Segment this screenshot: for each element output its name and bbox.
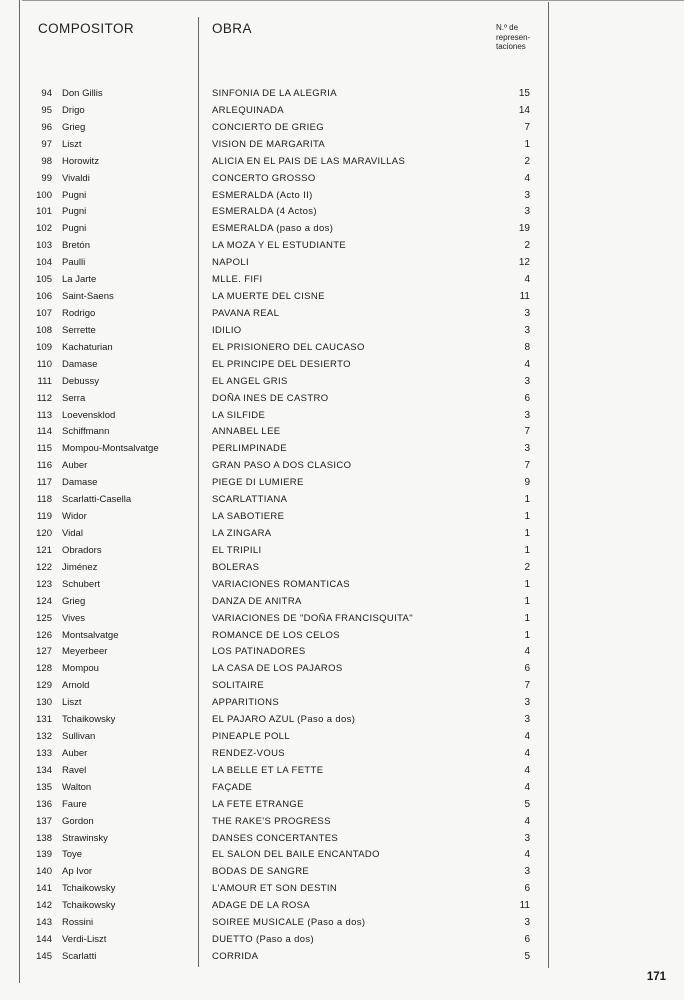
row-number: 96	[41, 121, 52, 133]
performance-count-cell: 3	[524, 443, 530, 455]
performance-count-cell: 3	[524, 917, 530, 929]
performance-count-cell: 6	[524, 392, 530, 404]
composer-cell: Kachaturian	[62, 341, 113, 353]
work-cell: LA ZINGARA	[212, 527, 272, 539]
row-number: 137	[36, 815, 52, 827]
work-cell: APPARITIONS	[212, 697, 280, 709]
table-row	[0, 559, 684, 576]
composer-cell: Pugni	[62, 189, 87, 201]
work-cell: ESMERALDA (Acto II)	[212, 189, 313, 201]
composer-cell: Faure	[62, 798, 87, 810]
work-cell: BODAS DE SANGRE	[212, 866, 310, 878]
work-cell: EL PRISIONERO DEL CAUCASO	[212, 341, 365, 353]
performance-count-cell: 14	[518, 104, 530, 116]
row-number: 125	[36, 612, 52, 624]
work-cell: EL ANGEL GRIS	[212, 375, 288, 387]
table-row	[0, 660, 684, 677]
work-cell: PIEGE DI LUMIERE	[212, 477, 304, 489]
table-row	[0, 627, 684, 644]
composer-cell: Liszt	[62, 138, 82, 150]
performance-count-cell: 7	[524, 460, 530, 472]
composer-cell: Vidal	[62, 527, 83, 539]
top-rule	[22, 0, 684, 1]
table-row	[0, 948, 684, 965]
work-cell: PAVANA REAL	[212, 307, 280, 319]
table-row	[0, 863, 684, 880]
composer-cell: Montsalvatge	[62, 629, 119, 641]
table-row	[0, 339, 684, 356]
row-number: 109	[36, 341, 52, 353]
composer-cell: Grieg	[62, 121, 86, 133]
composer-cell: Drigo	[62, 104, 85, 116]
performance-count-cell: 15	[518, 88, 530, 99]
work-cell: ARLEQUINADA	[212, 104, 284, 116]
work-cell: LA CASA DE LOS PAJAROS	[212, 663, 343, 675]
row-number: 129	[36, 680, 52, 692]
work-cell: LA MOZA Y EL ESTUDIANTE	[212, 240, 347, 252]
table-row	[0, 542, 684, 559]
composer-cell: Auber	[62, 460, 88, 472]
table-row	[0, 593, 684, 610]
work-cell: VARIACIONES DE "DOÑA FRANCISQUITA"	[212, 612, 413, 624]
row-number: 145	[36, 951, 52, 963]
work-cell: THE RAKE'S PROGRESS	[212, 815, 331, 827]
composer-cell: La Jarte	[62, 274, 97, 286]
composer-cell: Auber	[62, 747, 88, 759]
work-cell: LA SILFIDE	[212, 409, 266, 421]
composer-cell: Tchaikowsky	[62, 883, 116, 895]
performance-count-cell: 3	[524, 714, 530, 726]
row-number: 119	[36, 511, 52, 523]
work-cell: RENDEZ-VOUS	[212, 747, 285, 759]
table-row	[0, 474, 684, 491]
composer-cell: Debussy	[62, 375, 99, 387]
row-number: 107	[36, 307, 52, 319]
performance-count-cell: 6	[524, 663, 530, 675]
row-number: 138	[36, 832, 52, 844]
performance-count-cell: 4	[524, 274, 530, 286]
performance-count-cell: 5	[524, 951, 530, 963]
table-row	[0, 813, 684, 830]
composer-cell: Damase	[62, 358, 98, 370]
composer-cell: Schubert	[62, 578, 101, 590]
work-cell: CORRIDA	[212, 951, 259, 963]
composer-cell: Horowitz	[62, 155, 99, 167]
composer-cell: Walton	[62, 781, 92, 793]
page-number: 171	[646, 971, 666, 983]
composer-cell: Sullivan	[62, 731, 96, 743]
row-number: 134	[36, 764, 52, 776]
row-number: 111	[37, 375, 52, 387]
table-row	[0, 914, 684, 931]
row-number: 115	[36, 443, 52, 455]
row-number: 103	[36, 240, 52, 252]
work-cell: LA SABOTIERE	[212, 511, 285, 523]
performance-count-cell: 2	[524, 240, 530, 252]
table-row	[0, 711, 684, 728]
composer-cell: Bretón	[62, 240, 90, 252]
composer-cell: Obradors	[62, 544, 102, 556]
work-cell: LOS PATINADORES	[212, 646, 306, 658]
composer-cell: Serrette	[62, 324, 96, 336]
table-row	[0, 525, 684, 542]
work-cell: L'AMOUR ET SON DESTIN	[212, 883, 338, 895]
table-row	[0, 102, 684, 119]
performance-count-cell: 4	[524, 358, 530, 370]
table-row	[0, 745, 684, 762]
composer-cell: Paulli	[62, 257, 86, 269]
work-cell: FAÇADE	[212, 781, 253, 793]
work-cell: ADAGE DE LA ROSA	[212, 900, 310, 912]
row-number: 124	[36, 595, 52, 607]
performance-count-cell: 3	[524, 866, 530, 878]
work-cell: ESMERALDA (paso a dos)	[212, 223, 334, 235]
row-number: 135	[36, 781, 52, 793]
composer-cell: Vives	[62, 612, 86, 624]
performance-count-cell: 3	[524, 307, 530, 319]
table-row	[0, 846, 684, 863]
work-cell: DUETTO (Paso a dos)	[212, 934, 315, 946]
work-cell: ANNABEL LEE	[212, 426, 281, 438]
row-number: 127	[36, 646, 52, 658]
composer-cell: Widor	[62, 511, 87, 523]
performance-count-cell: 7	[524, 426, 530, 438]
performance-count-cell: 12	[518, 257, 530, 269]
table-row	[0, 288, 684, 305]
composer-cell: Rossini	[62, 917, 94, 929]
table-row	[0, 119, 684, 136]
performance-count-cell: 5	[524, 798, 530, 810]
work-cell: CONCIERTO DE GRIEG	[212, 121, 325, 133]
row-number: 128	[36, 663, 52, 675]
composer-cell: Toye	[62, 849, 83, 861]
table-row	[0, 390, 684, 407]
row-number: 99	[41, 172, 52, 184]
work-cell: PERLIMPINADE	[212, 443, 287, 455]
table-row	[0, 830, 684, 847]
performance-count-cell: 3	[524, 832, 530, 844]
table-row	[0, 643, 684, 660]
performance-count-cell: 1	[524, 612, 530, 624]
work-column-header: OBRA	[212, 21, 252, 36]
row-number: 108	[36, 324, 52, 336]
composer-cell: Tchaikowsky	[62, 714, 116, 726]
composer-column-header: COMPOSITOR	[38, 21, 135, 36]
performance-count-cell: 1	[524, 511, 530, 523]
performance-count-cell: 1	[524, 527, 530, 539]
table-row	[0, 373, 684, 390]
performance-count-cell: 1	[524, 578, 530, 590]
row-number: 131	[36, 714, 52, 726]
row-number: 105	[36, 274, 52, 286]
composer-cell: Saint-Saens	[62, 291, 114, 303]
row-number: 139	[36, 849, 52, 861]
work-cell: LA MUERTE DEL CISNE	[212, 291, 325, 303]
work-cell: GRAN PASO A DOS CLASICO	[212, 460, 352, 472]
row-number: 123	[36, 578, 52, 590]
row-number: 132	[36, 731, 52, 743]
performance-count-cell: 3	[524, 206, 530, 218]
performance-count-cell: 3	[524, 697, 530, 709]
work-cell: EL PRINCIPE DEL DESIERTO	[212, 358, 351, 370]
performance-count-cell: 2	[524, 561, 530, 573]
composer-cell: Scarlatti	[62, 951, 97, 963]
performance-count-cell: 6	[524, 934, 530, 946]
performance-count-cell: 1	[524, 494, 530, 506]
performance-count-cell: 4	[524, 815, 530, 827]
table-row	[0, 779, 684, 796]
count-header-line: represen-	[496, 32, 531, 42]
row-number: 94	[41, 88, 52, 99]
composer-cell: Damase	[62, 477, 98, 489]
row-number: 142	[36, 900, 52, 912]
row-number: 110	[36, 358, 52, 370]
table-row	[0, 491, 684, 508]
work-cell: SINFONIA DE LA ALEGRIA	[212, 88, 337, 99]
work-cell: ROMANCE DE LOS CELOS	[212, 629, 340, 641]
row-number: 100	[36, 189, 52, 201]
table-row	[0, 728, 684, 745]
row-number: 97	[41, 138, 52, 150]
table-row	[0, 440, 684, 457]
work-cell: VARIACIONES ROMANTICAS	[212, 578, 350, 590]
row-number: 95	[41, 104, 52, 116]
row-number: 102	[36, 223, 52, 235]
work-cell: DANSES CONCERTANTES	[212, 832, 339, 844]
composer-cell: Serra	[62, 392, 86, 404]
count-header-line: N.º de	[496, 23, 519, 32]
performance-count-cell: 8	[524, 341, 530, 353]
row-number: 104	[36, 257, 52, 269]
row-number: 126	[36, 629, 52, 641]
table-row	[0, 356, 684, 373]
work-cell: MLLE. FIFI	[212, 274, 263, 286]
work-cell: DANZA DE ANITRA	[212, 595, 302, 607]
table-row	[0, 237, 684, 254]
performance-count-cell: 3	[524, 409, 530, 421]
row-number: 121	[36, 544, 52, 556]
work-cell: LA FETE ETRANGE	[212, 798, 304, 810]
row-number: 112	[36, 392, 52, 404]
composer-cell: Jiménez	[62, 561, 98, 573]
performance-count-cell: 11	[519, 291, 530, 303]
performance-count-cell: 19	[518, 223, 530, 235]
table-row	[0, 897, 684, 914]
composer-cell: Verdi-Liszt	[62, 934, 107, 946]
composer-cell: Ap Ivor	[62, 866, 93, 878]
work-cell: BOLERAS	[212, 561, 260, 573]
composer-cell: Vivaldi	[62, 172, 90, 184]
performance-count-cell: 1	[524, 138, 530, 150]
composer-cell: Scarlatti-Casella	[62, 494, 132, 506]
composer-cell: Meyerbeer	[62, 646, 108, 658]
performance-count-cell: 4	[524, 646, 530, 658]
table-row	[0, 796, 684, 813]
row-number: 101	[36, 206, 52, 218]
work-cell: EL SALON DEL BAILE ENCANTADO	[212, 849, 380, 861]
performance-count-cell: 1	[524, 544, 530, 556]
work-cell: LA BELLE ET LA FETTE	[212, 764, 324, 776]
table-row	[0, 305, 684, 322]
performance-count-cell: 3	[524, 375, 530, 387]
performance-count-cell: 7	[524, 680, 530, 692]
composer-cell: Grieg	[62, 595, 86, 607]
row-number: 143	[36, 917, 52, 929]
table-row	[0, 694, 684, 711]
composer-cell: Gordon	[62, 815, 94, 827]
table-row	[0, 203, 684, 220]
performance-count-cell: 3	[524, 189, 530, 201]
table-row	[0, 136, 684, 153]
performance-count-cell: 7	[524, 121, 530, 133]
row-number: 130	[36, 697, 52, 709]
table-row	[0, 85, 684, 102]
performance-count-cell: 1	[524, 629, 530, 641]
table-row	[0, 576, 684, 593]
row-number: 120	[36, 527, 52, 539]
table-row	[0, 322, 684, 339]
table-row	[0, 931, 684, 948]
work-cell: EL TRIPILI	[212, 544, 262, 556]
performance-table	[0, 85, 684, 965]
row-number: 114	[36, 426, 52, 438]
composer-cell: Strawinsky	[62, 832, 108, 844]
row-number: 118	[36, 494, 52, 506]
composer-cell: Schiffmann	[62, 426, 110, 438]
composer-cell: Liszt	[62, 697, 82, 709]
performance-count-cell: 2	[524, 155, 530, 167]
performance-count-cell: 1	[524, 595, 530, 607]
table-row	[0, 508, 684, 525]
work-cell: SCARLATTIANA	[212, 494, 288, 506]
row-number: 98	[41, 155, 52, 167]
performance-count-cell: 4	[524, 849, 530, 861]
composer-cell: Pugni	[62, 223, 87, 235]
table-row	[0, 762, 684, 779]
table-row	[0, 610, 684, 627]
row-number: 122	[36, 561, 52, 573]
composer-cell: Tchaikowsky	[62, 900, 116, 912]
row-number: 140	[36, 866, 52, 878]
work-cell: PINEAPLE POLL	[212, 731, 290, 743]
performance-count-cell: 11	[519, 900, 530, 912]
table-row	[0, 153, 684, 170]
table-row	[0, 880, 684, 897]
work-cell: SOLITAIRE	[212, 680, 265, 692]
performance-count-cell: 4	[524, 731, 530, 743]
performance-count-cell: 3	[524, 324, 530, 336]
table-row	[0, 457, 684, 474]
row-number: 133	[36, 747, 52, 759]
row-number: 136	[36, 798, 52, 810]
table-row	[0, 271, 684, 288]
work-cell: ESMERALDA (4 Actos)	[212, 206, 317, 218]
performance-count-cell: 9	[524, 477, 530, 489]
table-row	[0, 220, 684, 237]
performance-count-cell: 4	[524, 781, 530, 793]
table-row	[0, 677, 684, 694]
composer-cell: Arnold	[62, 680, 90, 692]
work-cell: IDILIO	[212, 324, 242, 336]
composer-cell: Mompou-Montsalvatge	[62, 443, 159, 455]
count-column-header	[496, 23, 546, 52]
table-row	[0, 254, 684, 271]
work-cell: ALICIA EN EL PAIS DE LAS MARAVILLAS	[212, 155, 406, 167]
count-header-line: taciones	[496, 42, 526, 51]
row-number: 113	[36, 409, 52, 421]
composer-cell: Ravel	[62, 764, 87, 776]
performance-count-cell: 4	[524, 747, 530, 759]
table-row	[0, 170, 684, 187]
composer-cell: Loevensklod	[62, 409, 116, 421]
performance-count-cell: 4	[524, 764, 530, 776]
table-row	[0, 187, 684, 204]
row-number: 144	[36, 934, 52, 946]
composer-cell: Pugni	[62, 206, 87, 218]
work-cell: NAPOLI	[212, 257, 249, 269]
row-number: 141	[36, 883, 52, 895]
table-row	[0, 423, 684, 440]
row-number: 116	[36, 460, 52, 472]
table-row	[0, 407, 684, 424]
work-cell: CONCERTO GROSSO	[212, 172, 316, 184]
work-cell: VISION DE MARGARITA	[212, 138, 326, 150]
row-number: 106	[36, 291, 52, 303]
composer-cell: Mompou	[62, 663, 99, 675]
work-cell: EL PAJARO AZUL (Paso a dos)	[212, 714, 356, 726]
composer-cell: Rodrigo	[62, 307, 96, 319]
composer-cell: Don Gillis	[62, 88, 103, 99]
row-number: 117	[36, 477, 52, 489]
performance-count-cell: 6	[524, 883, 530, 895]
work-cell: DOÑA INES DE CASTRO	[212, 392, 329, 404]
work-cell: SOIREE MUSICALE (Paso a dos)	[212, 917, 366, 929]
performance-count-cell: 4	[524, 172, 530, 184]
